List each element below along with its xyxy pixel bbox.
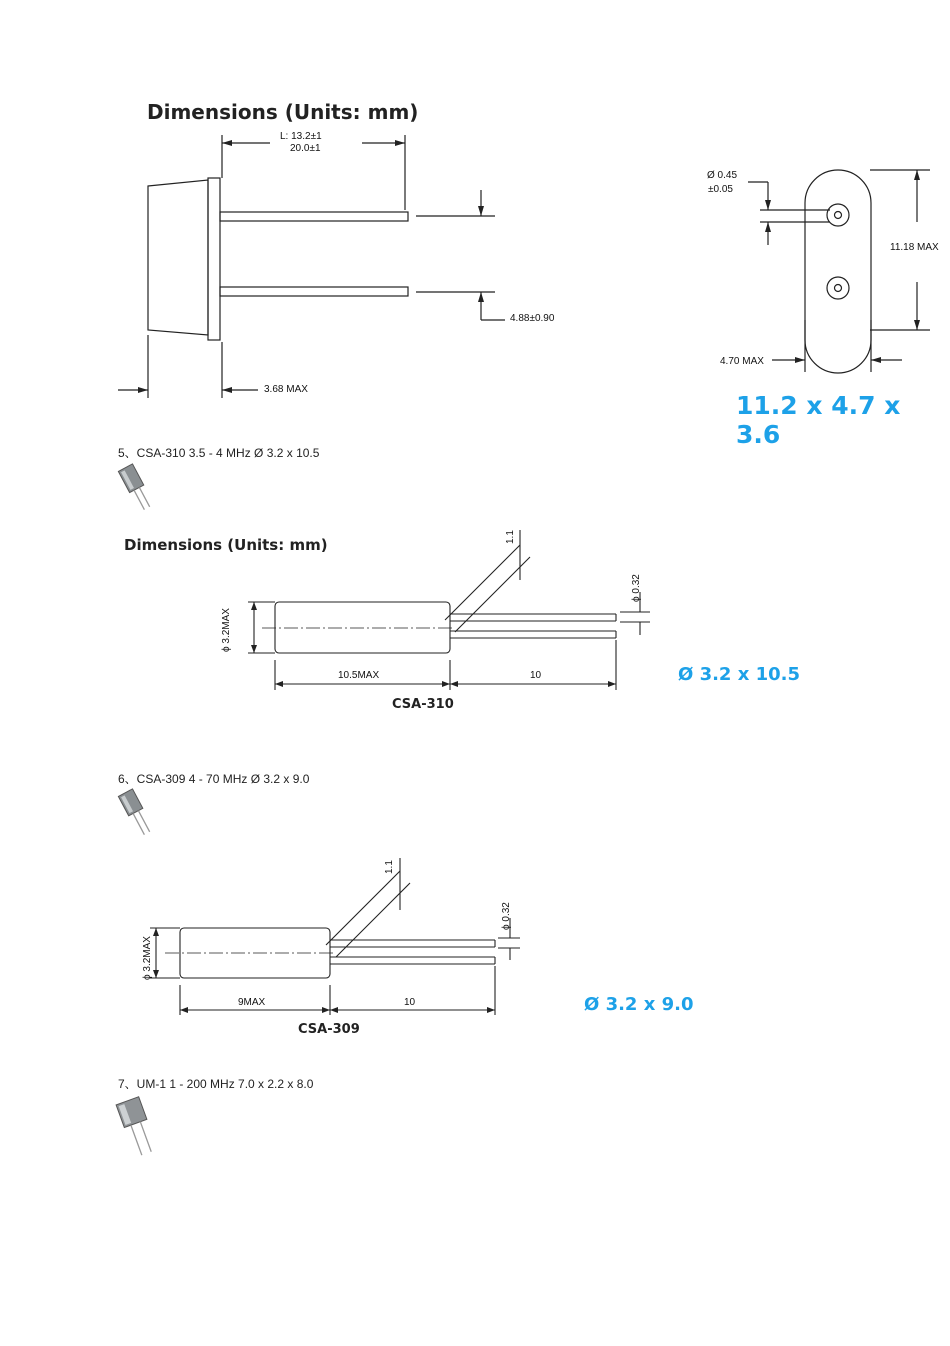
item5-thumbnail (112, 460, 162, 515)
section1-heading: Dimensions (Units: mm) (147, 100, 419, 124)
item7-title: 7、UM-1 1 - 200 MHz 7.0 x 2.2 x 8.0 (118, 1077, 314, 1091)
item6-body-length-label: 9MAX (238, 997, 266, 1008)
item5-lead-gap-label: 1.1 (505, 530, 516, 544)
pin-spacing-label: 4.88±0.90 (510, 313, 555, 324)
item5-lead-length-label: 10 (530, 670, 542, 681)
item5-body-length-label: 10.5MAX (338, 670, 380, 681)
item5-pin-diameter-label: ϕ 0.32 (631, 574, 642, 602)
item5-heading: Dimensions (Units: mm) (124, 536, 328, 554)
item7-thumbnail (110, 1093, 170, 1158)
length-label-1: L: 13.2±1 (280, 131, 322, 142)
item6-size-label: Ø 3.2 x 9.0 (584, 994, 694, 1015)
item5-size-label: Ø 3.2 x 10.5 (678, 664, 801, 685)
pin-diameter-label: Ø 0.45 (707, 170, 738, 181)
item6-diameter-label: ϕ 3.2MAX (142, 936, 153, 980)
section1-side-view-drawing (0, 0, 950, 430)
width-max-label: 11.18 MAX (890, 242, 939, 253)
item6-pin-diameter-label: ϕ 0.32 (501, 902, 512, 930)
item5-diameter-label: ϕ 3.2MAX (221, 608, 232, 652)
item6-title: 6、CSA-309 4 - 70 MHz Ø 3.2 x 9.0 (118, 772, 310, 786)
package-size-label: 11.2 x 4.7 x 3.6 (736, 391, 901, 449)
item6-lead-length-label: 10 (404, 997, 416, 1008)
item6-model-label: CSA-309 (298, 1022, 360, 1037)
height-max-label: 3.68 MAX (264, 384, 308, 395)
depth-max-label: 4.70 MAX (720, 356, 764, 367)
item5-model-label: CSA-310 (392, 697, 454, 712)
item6-thumbnail (112, 785, 162, 840)
item5-drawing (0, 520, 950, 780)
pin-tolerance-label: ±0.05 (708, 184, 733, 195)
item6-lead-gap-label: 1.1 (384, 860, 395, 874)
length-label-2: 20.0±1 (290, 143, 321, 154)
item5-title: 5、CSA-310 3.5 - 4 MHz Ø 3.2 x 10.5 (118, 446, 320, 460)
